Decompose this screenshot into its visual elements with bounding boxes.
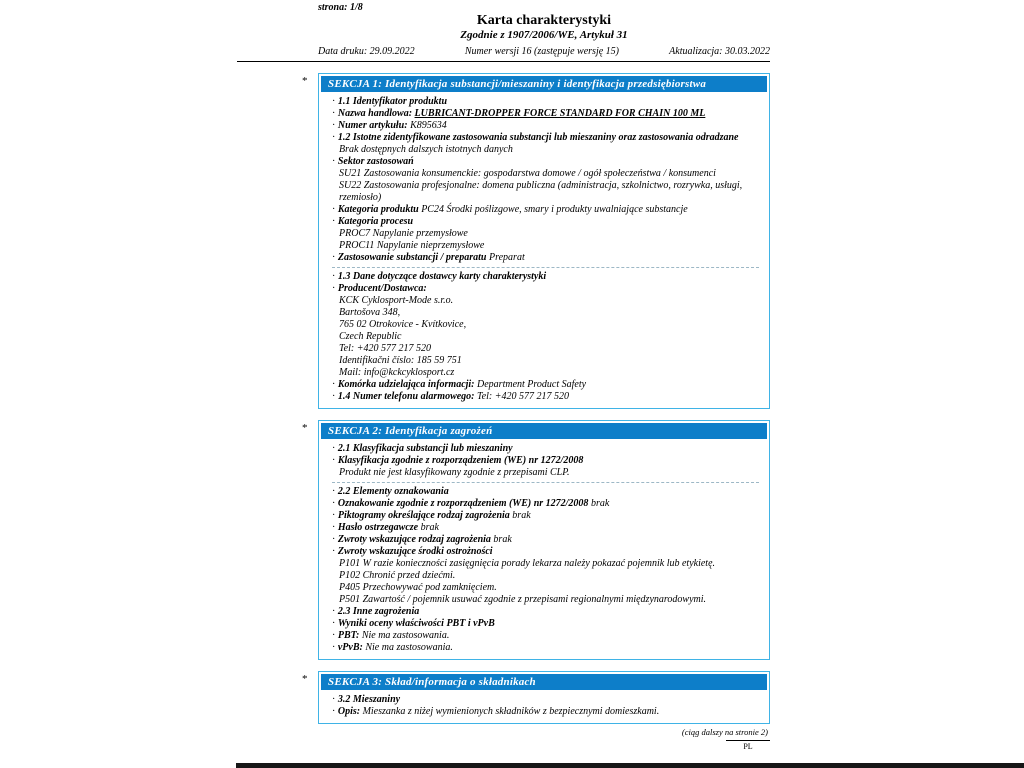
text-segment: Identifikačni číslo: 185 59 751 xyxy=(339,355,462,366)
bullet-dot: · xyxy=(332,271,338,282)
continuation-note: (ciąg dalszy na stronie 2) xyxy=(681,727,768,737)
section-box xyxy=(302,671,770,724)
text-line xyxy=(332,307,759,319)
bullet-dot: · xyxy=(332,534,338,545)
text-segment: 765 02 Otrokovice - Kvítkovice, xyxy=(339,319,467,330)
bottom-bar xyxy=(236,763,1024,768)
text-line xyxy=(332,319,759,331)
bullet-dot: · xyxy=(332,642,338,653)
text-segment: 2.1 Klasyfikacja substancji lub mieszaniny xyxy=(337,443,513,454)
document-subtitle: Zgodnie z 1907/2006/WE, Artykuł 31 xyxy=(460,29,628,41)
text-segment: K895634 xyxy=(410,120,447,131)
text-segment: 1.1 Identyfikator produktu xyxy=(337,96,448,107)
bullet-dot: · xyxy=(332,546,338,557)
text-line xyxy=(332,180,759,192)
footer-language-label: PL xyxy=(726,740,770,751)
text-line xyxy=(332,108,759,120)
text-line xyxy=(332,144,759,156)
section-body xyxy=(321,92,767,406)
text-line xyxy=(332,192,759,204)
section-header: SEKCJA 1: Identyfikacja substancji/mieszaniny i identyfikacja przedsiębiorstwa xyxy=(321,76,767,92)
text-line xyxy=(332,498,759,510)
text-segment: Kategoria produktu xyxy=(337,204,422,215)
text-segment: vPvB: xyxy=(337,642,366,653)
text-line xyxy=(332,204,759,216)
text-segment: Numer artykułu: xyxy=(337,120,411,131)
text-line xyxy=(332,240,759,252)
text-line xyxy=(332,467,759,479)
text-segment: Oznakowanie zgodnie z rozporządzeniem (WE) nr 1272/2008 xyxy=(337,498,591,509)
text-line xyxy=(332,168,759,180)
text-segment: Nazwa handlowa: xyxy=(337,108,415,119)
text-line xyxy=(332,594,759,606)
text-segment: Tel: +420 577 217 520 xyxy=(477,391,569,402)
bullet-dot: · xyxy=(332,96,338,107)
text-segment: P405 Przechowywać pod zamknięciem. xyxy=(339,582,497,593)
text-line xyxy=(332,295,759,307)
text-line xyxy=(332,570,759,582)
text-line xyxy=(332,582,759,594)
text-segment: 1.4 Numer telefonu alarmowego: xyxy=(337,391,478,402)
text-line xyxy=(332,367,759,379)
bullet-dot: · xyxy=(332,391,338,402)
text-segment: Mieszanka z niżej wymienionych składników z bezpiecznymi domieszkami. xyxy=(362,706,660,717)
text-segment: Tel: +420 577 217 520 xyxy=(339,343,431,354)
text-segment: P501 Zawartość / pojemnik usuwać zgodnie z przepisami regionalnymi międzynarodowymi. xyxy=(339,594,707,605)
bullet-dot: · xyxy=(332,486,338,497)
text-line xyxy=(332,391,759,403)
text-line xyxy=(332,96,759,108)
section-box xyxy=(302,420,770,660)
text-segment: Piktogramy określające rodzaj zagrożenia xyxy=(337,510,513,521)
section-body xyxy=(321,439,767,657)
text-line xyxy=(332,558,759,570)
text-line xyxy=(332,522,759,534)
text-line xyxy=(332,630,759,642)
text-segment: Zastosowanie substancji / preparatu xyxy=(337,252,489,263)
dashed-divider xyxy=(332,482,759,483)
text-segment: P101 W razie konieczności zasięgnięcia porady lekarza należy pokazać pojemnik lub etykietę. xyxy=(339,558,716,569)
bullet-dot: · xyxy=(332,108,338,119)
text-segment: PC24 Środki poślizgowe, smary i produkty uwalniające substancje xyxy=(421,204,688,215)
text-line xyxy=(332,546,759,558)
change-marker: * xyxy=(302,673,308,685)
text-line xyxy=(332,228,759,240)
bullet-dot: · xyxy=(332,498,338,509)
text-segment: rzemiosło) xyxy=(339,192,382,203)
print-date: Data druku: 29.09.2022 xyxy=(318,46,415,57)
text-line xyxy=(332,156,759,168)
text-segment: Komórka udzielająca informacji: xyxy=(337,379,478,390)
text-line xyxy=(332,252,759,264)
text-line xyxy=(332,132,759,144)
text-segment: Zwroty wskazujące rodzaj zagrożenia xyxy=(337,534,494,545)
bullet-dot: · xyxy=(332,618,338,629)
text-segment: Hasło ostrzegawcze xyxy=(337,522,421,533)
text-line xyxy=(332,618,759,630)
text-segment: PBT: xyxy=(337,630,362,641)
header-rule xyxy=(237,61,770,62)
text-segment: Wyniki oceny właściwości PBT i vPvB xyxy=(337,618,495,629)
text-line xyxy=(332,120,759,132)
section-header: SEKCJA 2: Identyfikacja zagrożeń xyxy=(321,423,767,439)
text-segment: Department Product Safety xyxy=(477,379,587,390)
bullet-dot: · xyxy=(332,706,338,717)
text-segment: SU22 Zastosowania profesjonalne: domena publiczna (administracja, szkolnictwo, rozrywka, usługi, xyxy=(339,180,743,191)
text-segment: SU21 Zastosowania konsumenckie: gospodarstwa domowe / ogół społeczeństwa / konsumenci xyxy=(339,168,716,179)
dashed-divider xyxy=(332,267,759,268)
section-box xyxy=(302,73,770,409)
text-segment: 1.2 Istotne zidentyfikowane zastosowania substancji lub mieszaniny oraz zastosowania odradzane xyxy=(337,132,739,143)
text-segment: Preparat xyxy=(488,252,525,263)
version-info: Numer wersji 16 (zastępuje wersję 15) xyxy=(464,46,619,57)
bullet-dot: · xyxy=(332,630,338,641)
text-segment: Opis: xyxy=(337,706,363,717)
bullet-dot: · xyxy=(332,156,338,167)
text-segment: 2.3 Inne zagrożenia xyxy=(337,606,420,617)
text-segment: Kategoria procesu xyxy=(337,216,414,227)
bullet-dot: · xyxy=(332,204,338,215)
text-line xyxy=(332,343,759,355)
bullet-dot: · xyxy=(332,694,338,705)
bullet-dot: · xyxy=(332,510,338,521)
text-line xyxy=(332,706,759,718)
text-segment: KCK Cyklosport-Mode s.r.o. xyxy=(339,295,454,306)
text-line xyxy=(332,379,759,391)
text-line xyxy=(332,443,759,455)
bullet-dot: · xyxy=(332,522,338,533)
bullet-dot: · xyxy=(332,606,338,617)
text-line xyxy=(332,331,759,343)
text-segment: Produkt nie jest klasyfikowany zgodnie z przepisami CLP. xyxy=(339,467,570,478)
text-line xyxy=(332,486,759,498)
bullet-dot: · xyxy=(332,455,338,466)
text-line xyxy=(332,606,759,618)
text-segment: Mail: info@kckcyklosport.cz xyxy=(339,367,455,378)
sections xyxy=(302,73,770,724)
text-segment: Czech Republic xyxy=(339,331,402,342)
text-segment: Zwroty wskazujące środki ostrożności xyxy=(337,546,493,557)
section-header: SEKCJA 3: Skład/informacja o składnikach xyxy=(321,674,767,690)
text-line xyxy=(332,283,759,295)
update-date: Aktualizacja: 30.03.2022 xyxy=(669,46,770,57)
section-body xyxy=(321,690,767,721)
text-segment: brak xyxy=(512,510,531,521)
text-segment: Bartošova 348, xyxy=(339,307,401,318)
text-line xyxy=(332,694,759,706)
text-segment: 1.3 Dane dotyczące dostawcy karty charakterystyki xyxy=(337,271,547,282)
text-segment: Sektor zastosowań xyxy=(337,156,414,167)
content-column xyxy=(302,2,770,751)
text-segment: 3.2 Mieszaniny xyxy=(337,694,401,705)
text-line xyxy=(332,534,759,546)
text-segment: PROC7 Napylanie przemysłowe xyxy=(339,228,468,239)
bullet-dot: · xyxy=(332,216,338,227)
page-number-label: strona: 1/8 xyxy=(318,2,363,13)
text-line xyxy=(332,355,759,367)
document-meta-row xyxy=(318,46,770,57)
text-segment: Nie ma zastosowania. xyxy=(361,630,450,641)
bullet-dot: · xyxy=(332,132,338,143)
text-segment: P102 Chronić przed dziećmi. xyxy=(339,570,456,581)
text-segment: Klasyfikacja zgodnie z rozporządzeniem (WE) nr 1272/2008 xyxy=(337,455,584,466)
text-segment: brak xyxy=(590,498,610,509)
text-segment: brak xyxy=(493,534,512,545)
text-line xyxy=(332,642,759,654)
text-line xyxy=(332,455,759,467)
bullet-dot: · xyxy=(332,120,338,131)
text-line xyxy=(332,216,759,228)
text-segment: PROC11 Napylanie nieprzemysłowe xyxy=(339,240,485,251)
text-segment: LUBRICANT-DROPPER FORCE STANDARD FOR CHAIN 100 ML xyxy=(414,108,706,119)
text-segment: Nie ma zastosowania. xyxy=(365,642,453,653)
text-segment: Brak dostępnych dalszych istotnych danych xyxy=(339,144,513,155)
change-marker: * xyxy=(302,75,308,87)
text-segment: Producent/Dostawca: xyxy=(337,283,427,294)
change-marker: * xyxy=(302,422,308,434)
document-title: Karta charakterystyki xyxy=(476,13,612,28)
bullet-dot: · xyxy=(332,283,338,294)
text-segment: 2.2 Elementy oznakowania xyxy=(337,486,449,497)
text-segment: brak xyxy=(420,522,439,533)
bullet-dot: · xyxy=(332,379,338,390)
text-line xyxy=(332,510,759,522)
bullet-dot: · xyxy=(332,443,338,454)
text-line xyxy=(332,271,759,283)
bullet-dot: · xyxy=(332,252,338,263)
